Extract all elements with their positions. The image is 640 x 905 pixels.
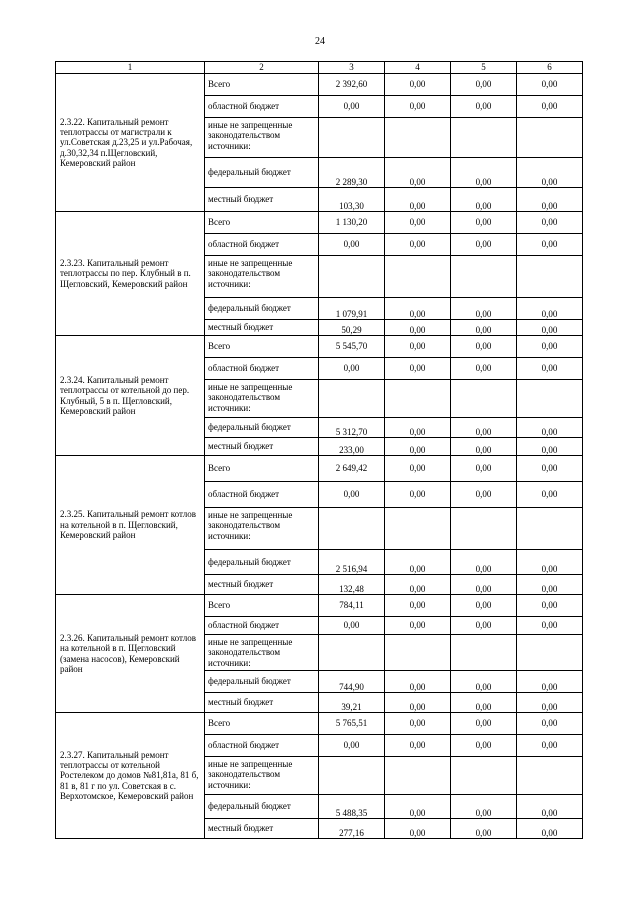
amount-cell: 0,00	[385, 456, 451, 482]
amount-cell: 0,00	[385, 298, 451, 320]
funding-source-label: областной бюджет	[205, 234, 319, 256]
amount-cell: 0,00	[517, 693, 583, 713]
amount-cell: 0,00	[385, 74, 451, 96]
funding-source-label: Всего	[205, 456, 319, 482]
amount-cell: 0,00	[451, 595, 517, 617]
column-header: 1	[56, 62, 205, 74]
amount-cell: 0,00	[517, 550, 583, 575]
amount-cell: 0,00	[517, 819, 583, 839]
empty-cell	[319, 380, 385, 418]
amount-cell: 0,00	[517, 298, 583, 320]
funding-source-label: Всего	[205, 595, 319, 617]
amount-cell: 0,00	[385, 671, 451, 693]
empty-cell	[451, 635, 517, 671]
funding-source-label: местный бюджет	[205, 188, 319, 212]
amount-cell: 744,90	[319, 671, 385, 693]
funding-source-label: местный бюджет	[205, 819, 319, 839]
amount-cell: 0,00	[385, 234, 451, 256]
amount-cell: 0,00	[385, 550, 451, 575]
column-header: 6	[517, 62, 583, 74]
table-row	[56, 336, 583, 358]
table-row	[56, 74, 583, 96]
amount-cell: 0,00	[517, 188, 583, 212]
amount-cell: 0,00	[517, 482, 583, 508]
amount-cell: 0,00	[451, 456, 517, 482]
amount-cell: 0,00	[517, 735, 583, 757]
measure-description: 2.3.25. Капитальный ремонт котлов на котельной в п. Щегловский, Кемеровский район	[56, 456, 205, 595]
funding-source-label: областной бюджет	[205, 617, 319, 635]
amount-cell: 0,00	[385, 212, 451, 234]
amount-cell: 0,00	[319, 617, 385, 635]
amount-cell: 0,00	[319, 358, 385, 380]
amount-cell: 784,11	[319, 595, 385, 617]
amount-cell: 0,00	[517, 212, 583, 234]
amount-cell: 0,00	[451, 158, 517, 188]
amount-cell: 0,00	[385, 713, 451, 735]
amount-cell: 1 130,20	[319, 212, 385, 234]
amount-cell: 0,00	[517, 713, 583, 735]
amount-cell: 0,00	[517, 795, 583, 819]
empty-cell	[451, 380, 517, 418]
amount-cell: 0,00	[451, 212, 517, 234]
amount-cell: 0,00	[451, 418, 517, 438]
amount-cell: 0,00	[451, 671, 517, 693]
amount-cell: 0,00	[451, 234, 517, 256]
funding-source-label: федеральный бюджет	[205, 298, 319, 320]
amount-cell: 0,00	[517, 158, 583, 188]
amount-cell: 0,00	[451, 819, 517, 839]
table-row	[56, 212, 583, 234]
amount-cell: 0,00	[385, 96, 451, 118]
empty-cell	[451, 118, 517, 158]
amount-cell: 0,00	[385, 735, 451, 757]
table-row	[56, 595, 583, 617]
table-row	[56, 456, 583, 482]
amount-cell: 2 392,60	[319, 74, 385, 96]
amount-cell: 0,00	[517, 671, 583, 693]
funding-source-label: иные не запрещенные законодательством источники:	[205, 380, 319, 418]
amount-cell: 0,00	[517, 74, 583, 96]
amount-cell: 0,00	[319, 234, 385, 256]
amount-cell: 0,00	[385, 418, 451, 438]
empty-cell	[451, 508, 517, 550]
empty-cell	[319, 118, 385, 158]
amount-cell: 5 488,35	[319, 795, 385, 819]
funding-source-label: федеральный бюджет	[205, 158, 319, 188]
empty-cell	[319, 635, 385, 671]
amount-cell: 0,00	[385, 358, 451, 380]
empty-cell	[385, 118, 451, 158]
funding-source-label: иные не запрещенные законодательством источники:	[205, 508, 319, 550]
amount-cell: 0,00	[385, 438, 451, 456]
empty-cell	[385, 380, 451, 418]
funding-source-label: федеральный бюджет	[205, 418, 319, 438]
empty-cell	[517, 757, 583, 795]
amount-cell: 0,00	[451, 96, 517, 118]
empty-cell	[319, 508, 385, 550]
table-row	[56, 713, 583, 735]
amount-cell: 277,16	[319, 819, 385, 839]
amount-cell: 0,00	[385, 795, 451, 819]
amount-cell: 0,00	[451, 550, 517, 575]
amount-cell: 0,00	[451, 298, 517, 320]
column-header: 3	[319, 62, 385, 74]
amount-cell: 5 312,70	[319, 418, 385, 438]
column-header: 2	[205, 62, 319, 74]
funding-source-label: областной бюджет	[205, 482, 319, 508]
amount-cell: 39,21	[319, 693, 385, 713]
funding-source-label: иные не запрещенные законодательством источники:	[205, 256, 319, 298]
funding-source-label: иные не запрещенные законодательством источники:	[205, 757, 319, 795]
amount-cell: 0,00	[319, 96, 385, 118]
funding-source-label: местный бюджет	[205, 575, 319, 595]
amount-cell: 0,00	[517, 358, 583, 380]
amount-cell: 0,00	[385, 575, 451, 595]
amount-cell: 0,00	[319, 482, 385, 508]
funding-source-label: иные не запрещенные законодательством источники:	[205, 635, 319, 671]
empty-cell	[517, 380, 583, 418]
measure-description: 2.3.27. Капитальный ремонт теплотрассы от котельной Ростелеком до домов №81,81а, 81 б, 81 в, 81 г по ул. Советская в с. Верхотомское, Кемеровский район	[56, 713, 205, 839]
amount-cell: 1 079,91	[319, 298, 385, 320]
amount-cell: 0,00	[517, 595, 583, 617]
amount-cell: 0,00	[385, 617, 451, 635]
amount-cell: 0,00	[517, 336, 583, 358]
funding-source-label: Всего	[205, 74, 319, 96]
amount-cell: 0,00	[517, 575, 583, 595]
column-header: 5	[451, 62, 517, 74]
empty-cell	[517, 508, 583, 550]
amount-cell: 0,00	[451, 735, 517, 757]
empty-cell	[385, 508, 451, 550]
empty-cell	[517, 118, 583, 158]
amount-cell: 0,00	[451, 320, 517, 336]
amount-cell: 0,00	[517, 617, 583, 635]
funding-source-label: местный бюджет	[205, 693, 319, 713]
budget-table	[55, 61, 583, 839]
amount-cell: 0,00	[385, 320, 451, 336]
measure-description: 2.3.24. Капитальный ремонт теплотрассы от котельной до пер. Клубный, 5 в п. Щегловский, Кемеровский район	[56, 336, 205, 456]
funding-source-label: федеральный бюджет	[205, 671, 319, 693]
amount-cell: 0,00	[385, 158, 451, 188]
funding-source-label: областной бюджет	[205, 96, 319, 118]
amount-cell: 0,00	[451, 482, 517, 508]
amount-cell: 0,00	[319, 735, 385, 757]
amount-cell: 2 289,30	[319, 158, 385, 188]
amount-cell: 0,00	[385, 188, 451, 212]
amount-cell: 0,00	[451, 358, 517, 380]
amount-cell: 0,00	[451, 617, 517, 635]
amount-cell: 2 649,42	[319, 456, 385, 482]
amount-cell: 0,00	[451, 575, 517, 595]
funding-source-label: областной бюджет	[205, 358, 319, 380]
amount-cell: 0,00	[517, 438, 583, 456]
amount-cell: 0,00	[517, 418, 583, 438]
empty-cell	[451, 256, 517, 298]
empty-cell	[385, 635, 451, 671]
funding-source-label: областной бюджет	[205, 735, 319, 757]
funding-source-label: Всего	[205, 336, 319, 358]
amount-cell: 0,00	[451, 693, 517, 713]
amount-cell: 132,48	[319, 575, 385, 595]
empty-cell	[517, 635, 583, 671]
empty-cell	[319, 256, 385, 298]
funding-source-label: Всего	[205, 713, 319, 735]
funding-source-label: местный бюджет	[205, 320, 319, 336]
amount-cell: 0,00	[385, 595, 451, 617]
empty-cell	[451, 757, 517, 795]
amount-cell: 0,00	[385, 693, 451, 713]
measure-description: 2.3.26. Капитальный ремонт котлов на котельной в п. Щегловский (замена насосов), Кемеровский район	[56, 595, 205, 713]
funding-source-label: федеральный бюджет	[205, 550, 319, 575]
amount-cell: 0,00	[451, 795, 517, 819]
amount-cell: 0,00	[517, 320, 583, 336]
amount-cell: 0,00	[385, 819, 451, 839]
amount-cell: 0,00	[385, 336, 451, 358]
amount-cell: 0,00	[517, 234, 583, 256]
funding-source-label: Всего	[205, 212, 319, 234]
amount-cell: 0,00	[385, 482, 451, 508]
measure-description: 2.3.23. Капитальный ремонт теплотрассы по пер. Клубный в п. Щегловский, Кемеровский район	[56, 212, 205, 336]
funding-source-label: местный бюджет	[205, 438, 319, 456]
funding-source-label: иные не запрещенные законодательством источники:	[205, 118, 319, 158]
funding-source-label: федеральный бюджет	[205, 795, 319, 819]
amount-cell: 0,00	[451, 188, 517, 212]
empty-cell	[385, 757, 451, 795]
column-header-row	[56, 62, 583, 74]
empty-cell	[319, 757, 385, 795]
amount-cell: 5 545,70	[319, 336, 385, 358]
amount-cell: 0,00	[517, 96, 583, 118]
amount-cell: 0,00	[451, 713, 517, 735]
empty-cell	[517, 256, 583, 298]
amount-cell: 2 516,94	[319, 550, 385, 575]
amount-cell: 50,29	[319, 320, 385, 336]
column-header: 4	[385, 62, 451, 74]
amount-cell: 233,00	[319, 438, 385, 456]
empty-cell	[385, 256, 451, 298]
measure-description: 2.3.22. Капитальный ремонт теплотрассы от магистрали к ул.Советская д.23,25 и ул.Рабочая, д.30,32,34 п.Щегловский, Кемеровский район	[56, 74, 205, 212]
page-number: 24	[315, 36, 325, 47]
amount-cell: 5 765,51	[319, 713, 385, 735]
amount-cell: 0,00	[451, 336, 517, 358]
amount-cell: 0,00	[451, 438, 517, 456]
amount-cell: 103,30	[319, 188, 385, 212]
amount-cell: 0,00	[451, 74, 517, 96]
amount-cell: 0,00	[517, 456, 583, 482]
